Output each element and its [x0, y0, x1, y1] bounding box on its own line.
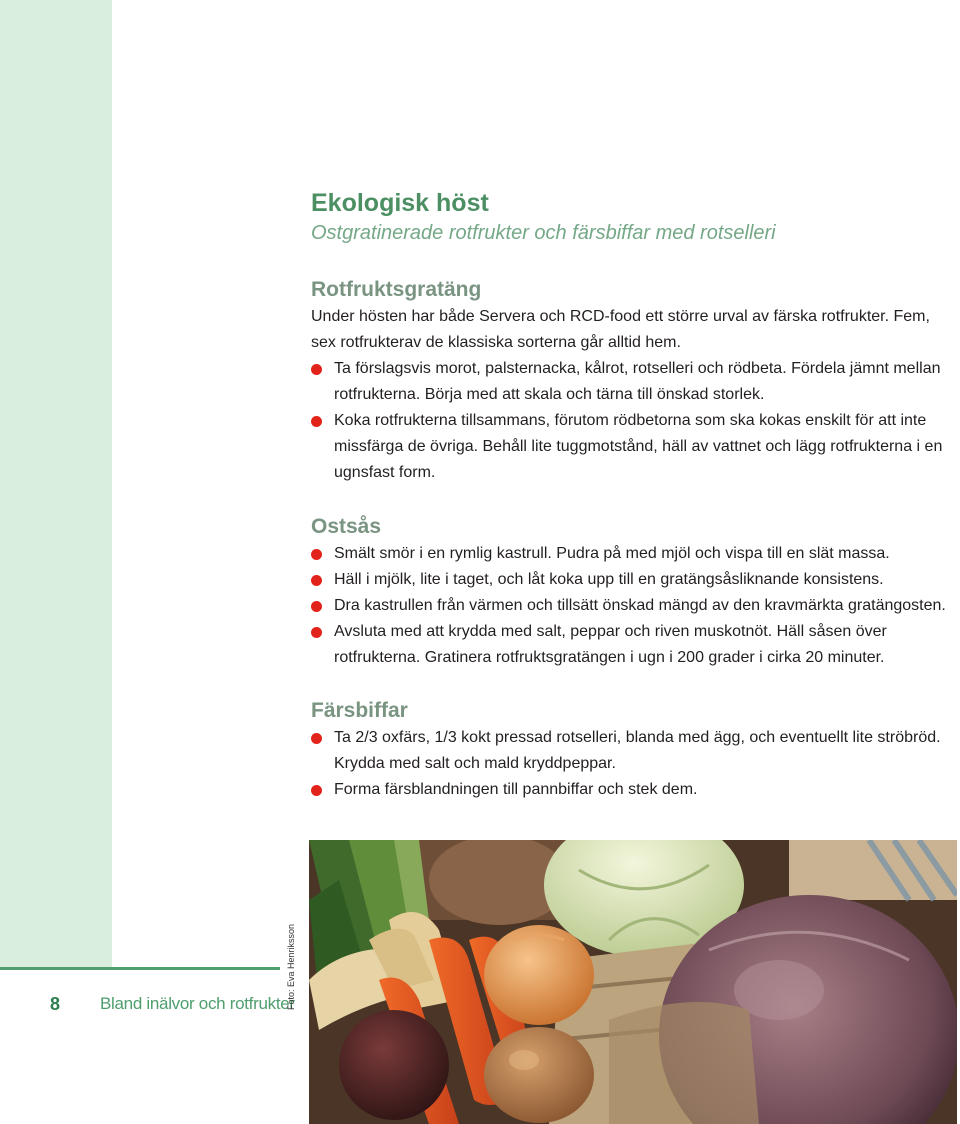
root-vegetables-photo	[309, 840, 957, 1124]
photo-credit: Foto: Eva Henriksson	[286, 923, 296, 1010]
bullet-list-rotfruktsgratang	[311, 356, 957, 486]
footer-rule	[0, 967, 280, 970]
section-intro: Under hösten har både Servera och RCD-food ett större urval av färska rotfrukter. Fem, sex rotfrukterav de klassiska sorterna går alltid hem.	[311, 308, 930, 351]
list-item: Häll i mjölk, lite i taget, och låt koka upp till en gratängsåsliknande konsistens.	[311, 567, 957, 593]
article-content	[311, 186, 957, 803]
list-item: Koka rotfrukterna tillsammans, förutom rödbetorna som ska kokas enskilt för att inte missfärga de övriga. Behåll lite tuggmotstånd, häll av vattnet och lägg rotfrukterna i en ugnsfast form.	[311, 408, 957, 486]
article-title: Ekologisk höst	[311, 189, 489, 217]
running-title: Bland inälvor och rotfrukter	[100, 994, 295, 1013]
article-subtitle: Ostgratinerade rotfrukter och färsbiffar med rotselleri	[311, 222, 776, 244]
section-heading-farsbiffar: Färsbiffar	[311, 699, 408, 722]
bullet-list-farsbiffar	[311, 725, 957, 803]
list-item: Dra kastrullen från värmen och tillsätt önskad mängd av den kravmärkta gratängosten.	[311, 593, 957, 619]
list-item: Smält smör i en rymlig kastrull. Pudra på med mjöl och vispa till en slät massa.	[311, 541, 957, 567]
root-vegetables-illustration	[309, 840, 957, 1124]
page-number: 8	[49, 994, 60, 1014]
bullet-list-ostsas	[311, 541, 957, 671]
side-color-band	[0, 0, 112, 968]
list-item: Ta 2/3 oxfärs, 1/3 kokt pressad rotselleri, blanda med ägg, och eventuellt lite ströbröd. Krydda med salt och mald kryddpeppar.	[311, 725, 957, 777]
list-item: Avsluta med att krydda med salt, peppar och riven muskotnöt. Häll såsen över rotfrukterna. Gratinera rotfruktsgratängen i ugn i 200 grader i cirka 20 minuter.	[311, 619, 957, 671]
list-item: Forma färsblandningen till pannbiffar och stek dem.	[311, 777, 957, 803]
section-heading-rotfruktsgratang: Rotfruktsgratäng	[311, 278, 482, 301]
section-heading-ostsas: Ostsås	[311, 515, 382, 538]
list-item: Ta förslagsvis morot, palsternacka, kålrot, rotselleri och rödbeta. Fördela jämnt mellan rotfrukterna. Börja med att skala och tärna till önskad storlek.	[311, 356, 957, 408]
